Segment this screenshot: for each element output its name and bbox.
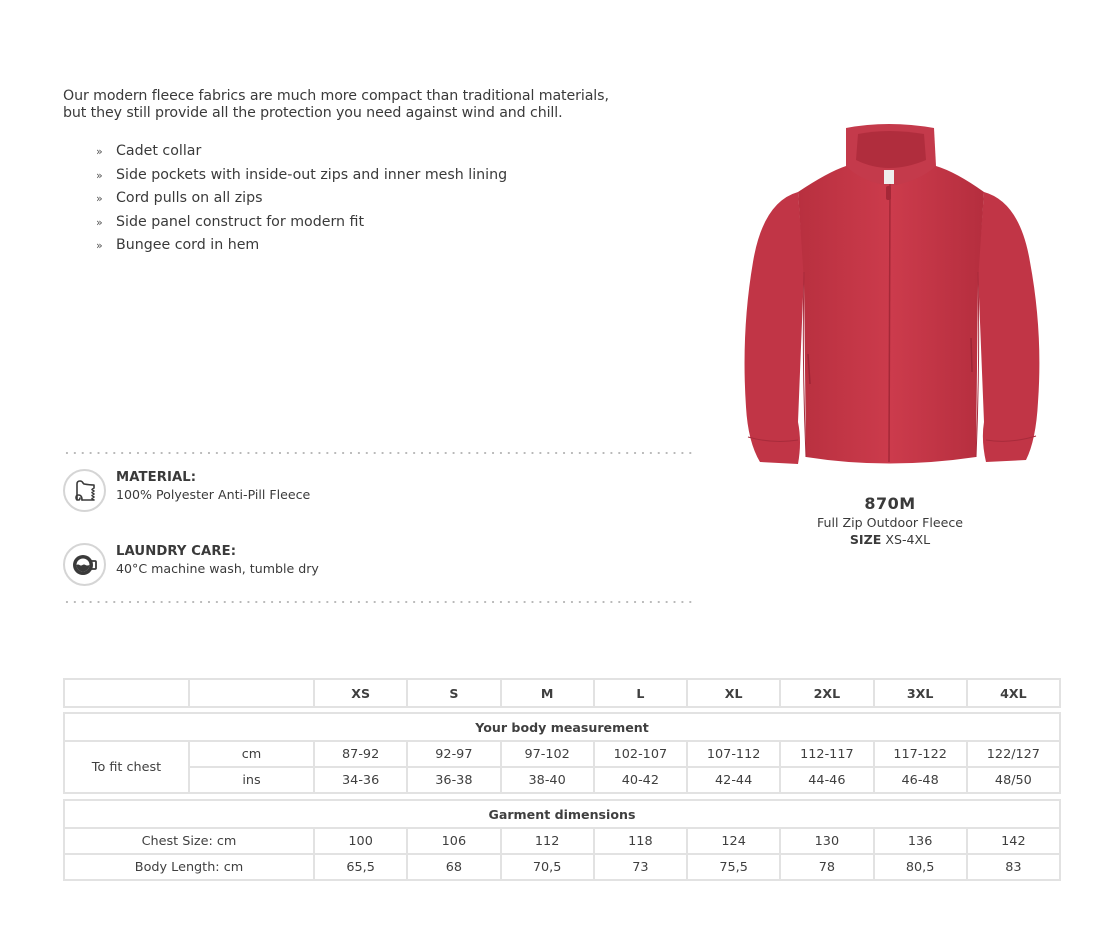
bullet-icon: »	[96, 239, 103, 253]
product-caption	[780, 494, 1000, 548]
row-label: To fit chest	[64, 741, 189, 793]
row-label: Chest Size: cm	[64, 828, 314, 854]
body-measurement-title: Your body measurement	[64, 713, 1060, 741]
feature-item: » Side panel construct for modern fit	[96, 211, 507, 235]
size-s: S	[407, 679, 500, 707]
feature-item: » Cadet collar	[96, 140, 507, 164]
dotted-divider	[63, 601, 697, 603]
bullet-icon: »	[96, 145, 103, 158]
material-value: 100% Polyester Anti-Pill Fleece	[116, 487, 311, 502]
bullet-icon: »	[96, 215, 103, 229]
feature-list	[96, 140, 507, 258]
unit-label: ins	[189, 767, 314, 793]
material-spec	[63, 469, 310, 512]
product-description	[63, 88, 703, 122]
size-xl: XL	[687, 679, 780, 707]
table-row: Chest Size: cm 100 106 112 118 124 130 136 142	[64, 828, 1060, 854]
size-4xl: 4XL	[967, 679, 1060, 707]
unit-label: cm	[189, 741, 314, 767]
laundry-value: 40°C machine wash, tumble dry	[116, 561, 319, 576]
description-line-2: but they still provide all the protection you need against wind and chill.	[63, 105, 563, 121]
body-measurement-table	[63, 712, 1061, 794]
section-header	[64, 800, 1060, 828]
garment-dimensions-table	[63, 799, 1061, 881]
garment-dimensions-title: Garment dimensions	[64, 800, 1060, 828]
washing-machine-icon	[63, 543, 106, 586]
section-header	[64, 713, 1060, 741]
product-code: 870M	[864, 494, 916, 513]
bullet-icon: »	[96, 168, 103, 182]
bullet-icon: »	[96, 192, 103, 206]
feature-item: » Side pockets with inside-out zips and inner mesh lining	[96, 164, 507, 188]
size-2xl: 2XL	[780, 679, 873, 707]
description-line-1: Our modern fleece fabrics are much more compact than traditional materials,	[63, 88, 609, 104]
table-row: Body Length: cm 65,5 68 70,5 73 75,5 78 80,5 83	[64, 854, 1060, 880]
size-m: M	[501, 679, 594, 707]
product-size: SIZE XS-4XL	[849, 532, 931, 547]
size-header-table	[63, 678, 1061, 708]
laundry-spec	[63, 543, 319, 586]
table-row: To fit chest cm 87-92 92-97 97-102 102-107 107-112 112-117 117-122 122/127	[64, 741, 1060, 767]
dotted-divider	[63, 452, 697, 454]
size-header-row	[64, 679, 1060, 707]
row-label: Body Length: cm	[64, 854, 314, 880]
material-label: MATERIAL:	[116, 470, 197, 485]
size-l: L	[594, 679, 687, 707]
product-name: Full Zip Outdoor Fleece	[817, 515, 963, 530]
table-row: ins 34-36 36-38 38-40 40-42 42-44 44-46 46-48 48/50	[64, 767, 1060, 793]
feature-item: » Bungee cord in hem	[96, 234, 507, 258]
size-3xl: 3XL	[874, 679, 967, 707]
product-image	[738, 122, 1044, 470]
fabric-roll-icon	[63, 469, 106, 512]
feature-item: » Cord pulls on all zips	[96, 187, 507, 211]
size-xs: XS	[314, 679, 407, 707]
laundry-label: LAUNDRY CARE:	[116, 544, 237, 559]
